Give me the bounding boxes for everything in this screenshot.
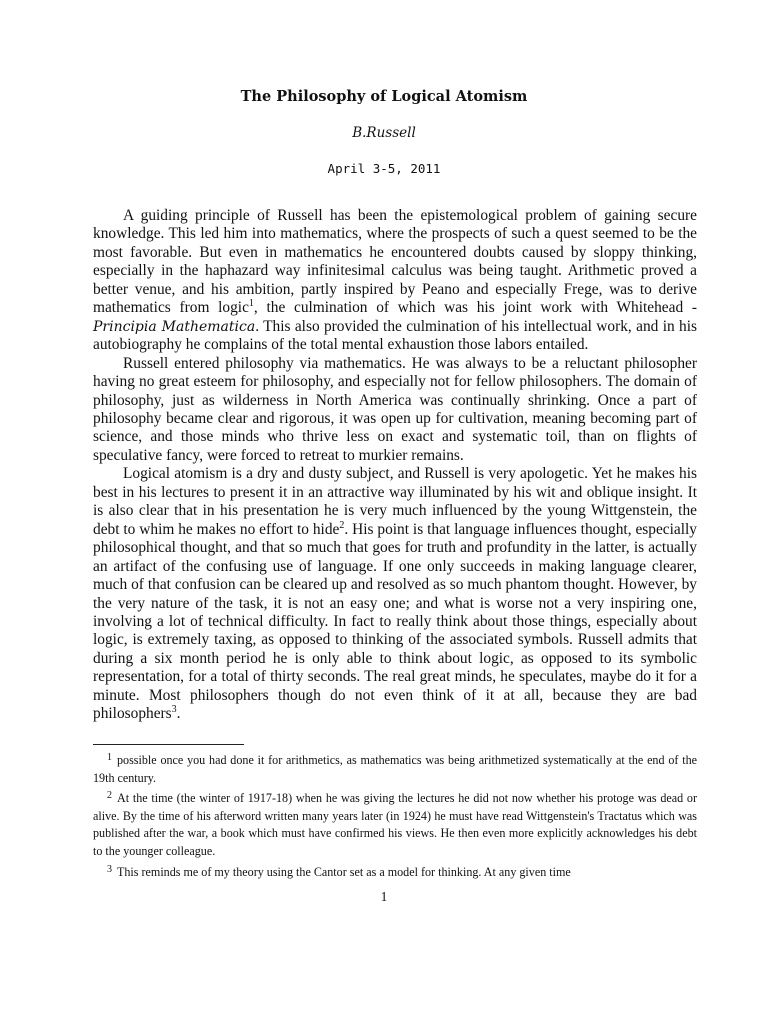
paragraph-1-text-c: . This also provided the culmination of his intellectual work, and in his autobiography he complains of the total mental exhaustion those labors entailed. xyxy=(93,317,697,354)
footnote-1-text: possible once you had done it for arithmetics, as mathematics was being arithmetized systematically at the end of the 19th century. xyxy=(93,753,697,785)
footnote-3 xyxy=(93,861,697,882)
footnote-1 xyxy=(93,749,697,787)
footnote-ref-3: 3 xyxy=(171,704,177,716)
paragraph-3 xyxy=(93,465,697,723)
footnote-3-text: This reminds me of my theory using the Cantor set as a model for thinking. At any given time xyxy=(117,864,571,879)
paragraph-3-text-c: . xyxy=(176,705,181,723)
footnote-2 xyxy=(93,787,697,860)
footnote-3-mark: 3 xyxy=(107,863,112,875)
paragraph-2: Russell entered philosophy via mathematics. He was always to be a reluctant philosopher having no great esteem for philosophy, and especially not for fellow philosophers. The domain of philosophy, just as wilderness in North America was continually shrinking. Once a part of philosophy became clear and rigorous, it was open up for cultivation, meaning becoming part of science, and those minds who thrive less on exact and systematic toil, than on flights of speculative fancy, were forced to retreat to murkier remains. xyxy=(93,354,697,464)
paragraph-3-text-b: . His point is that language influences thought, especially philosophical thought, and that so much that goes for truth and profundity in the latter, is actually an artifact of the confusing use of language. If one only succeeds in making language clearer, much of that confusion can be cleared up and resolved as so much phantom thought. However, by the very nature of the task, it is not an easy one; and what is worse not a very inspiring one, involving a lot of technical difficulty. In fact to really think about those things, especially about logic, is extremely taxing, as opposed to thinking of the associated symbols. Russell admits that during a six month period he is only able to think about logic, as opposed to its symbolic representation, for a total of thirty seconds. The real great minds, he speculates, maybe do it for a minute. Most philosophers though do not even think of it at all, because they are bad philosophers xyxy=(93,520,697,723)
footnote-1-mark: 1 xyxy=(107,752,112,763)
paragraph-1 xyxy=(93,207,697,355)
footnote-2-text: At the time (the winter of 1917-18) when he was giving the lectures he did not now whether his protoge was dead or alive. By the time of his afterword written many years later (in 1924) he must have read Wittgenstein's Tractatus which was published after the war, a book which must have confirmed his views. He then even more explicitly acknowledges his debt to the younger colleague. xyxy=(93,791,697,858)
footnotes xyxy=(93,749,697,881)
footnote-divider xyxy=(93,744,244,745)
footnote-ref-2: 2 xyxy=(339,519,345,531)
paragraph-1-text-a: A guiding principle of Russell has been the epistemological problem of gaining secure knowledge. This led him into mathematics, where the prospects of such a quest seemed to be the most favorable. But even in mathematics he encountered doubts caused by sloppy thinking, especially in the haphazard way infinitesimal calculus was being taught. Arithmetic proved a better venue, and his ambition, partly inspired by Peano and especially Frege, was to derive mathematics from logic xyxy=(93,207,697,317)
body-text xyxy=(93,207,697,724)
document-author: B.Russell xyxy=(352,125,416,141)
page-number: 1 xyxy=(380,889,388,904)
footnote-ref-1: 1 xyxy=(248,298,254,310)
document-title: The Philosophy of Logical Atomism xyxy=(240,88,528,105)
document-date: April 3-5, 2011 xyxy=(327,161,441,176)
paragraph-3-text-a: Logical atomism is a dry and dusty subject, and Russell is very apologetic. Yet he makes his best in his lectures to present it in an attractive way illuminated by his wit and oblique insight. It is also clear that in his presentation he is very much influenced by the young Wittgenstein, the debt to whim he makes no effort to hide xyxy=(93,465,697,538)
paragraph-1-text-b: , the culmination of which was his joint work with Whitehead - xyxy=(253,299,697,317)
footnote-2-mark: 2 xyxy=(107,790,112,802)
book-title-principia: Principia Mathematica xyxy=(93,318,256,335)
